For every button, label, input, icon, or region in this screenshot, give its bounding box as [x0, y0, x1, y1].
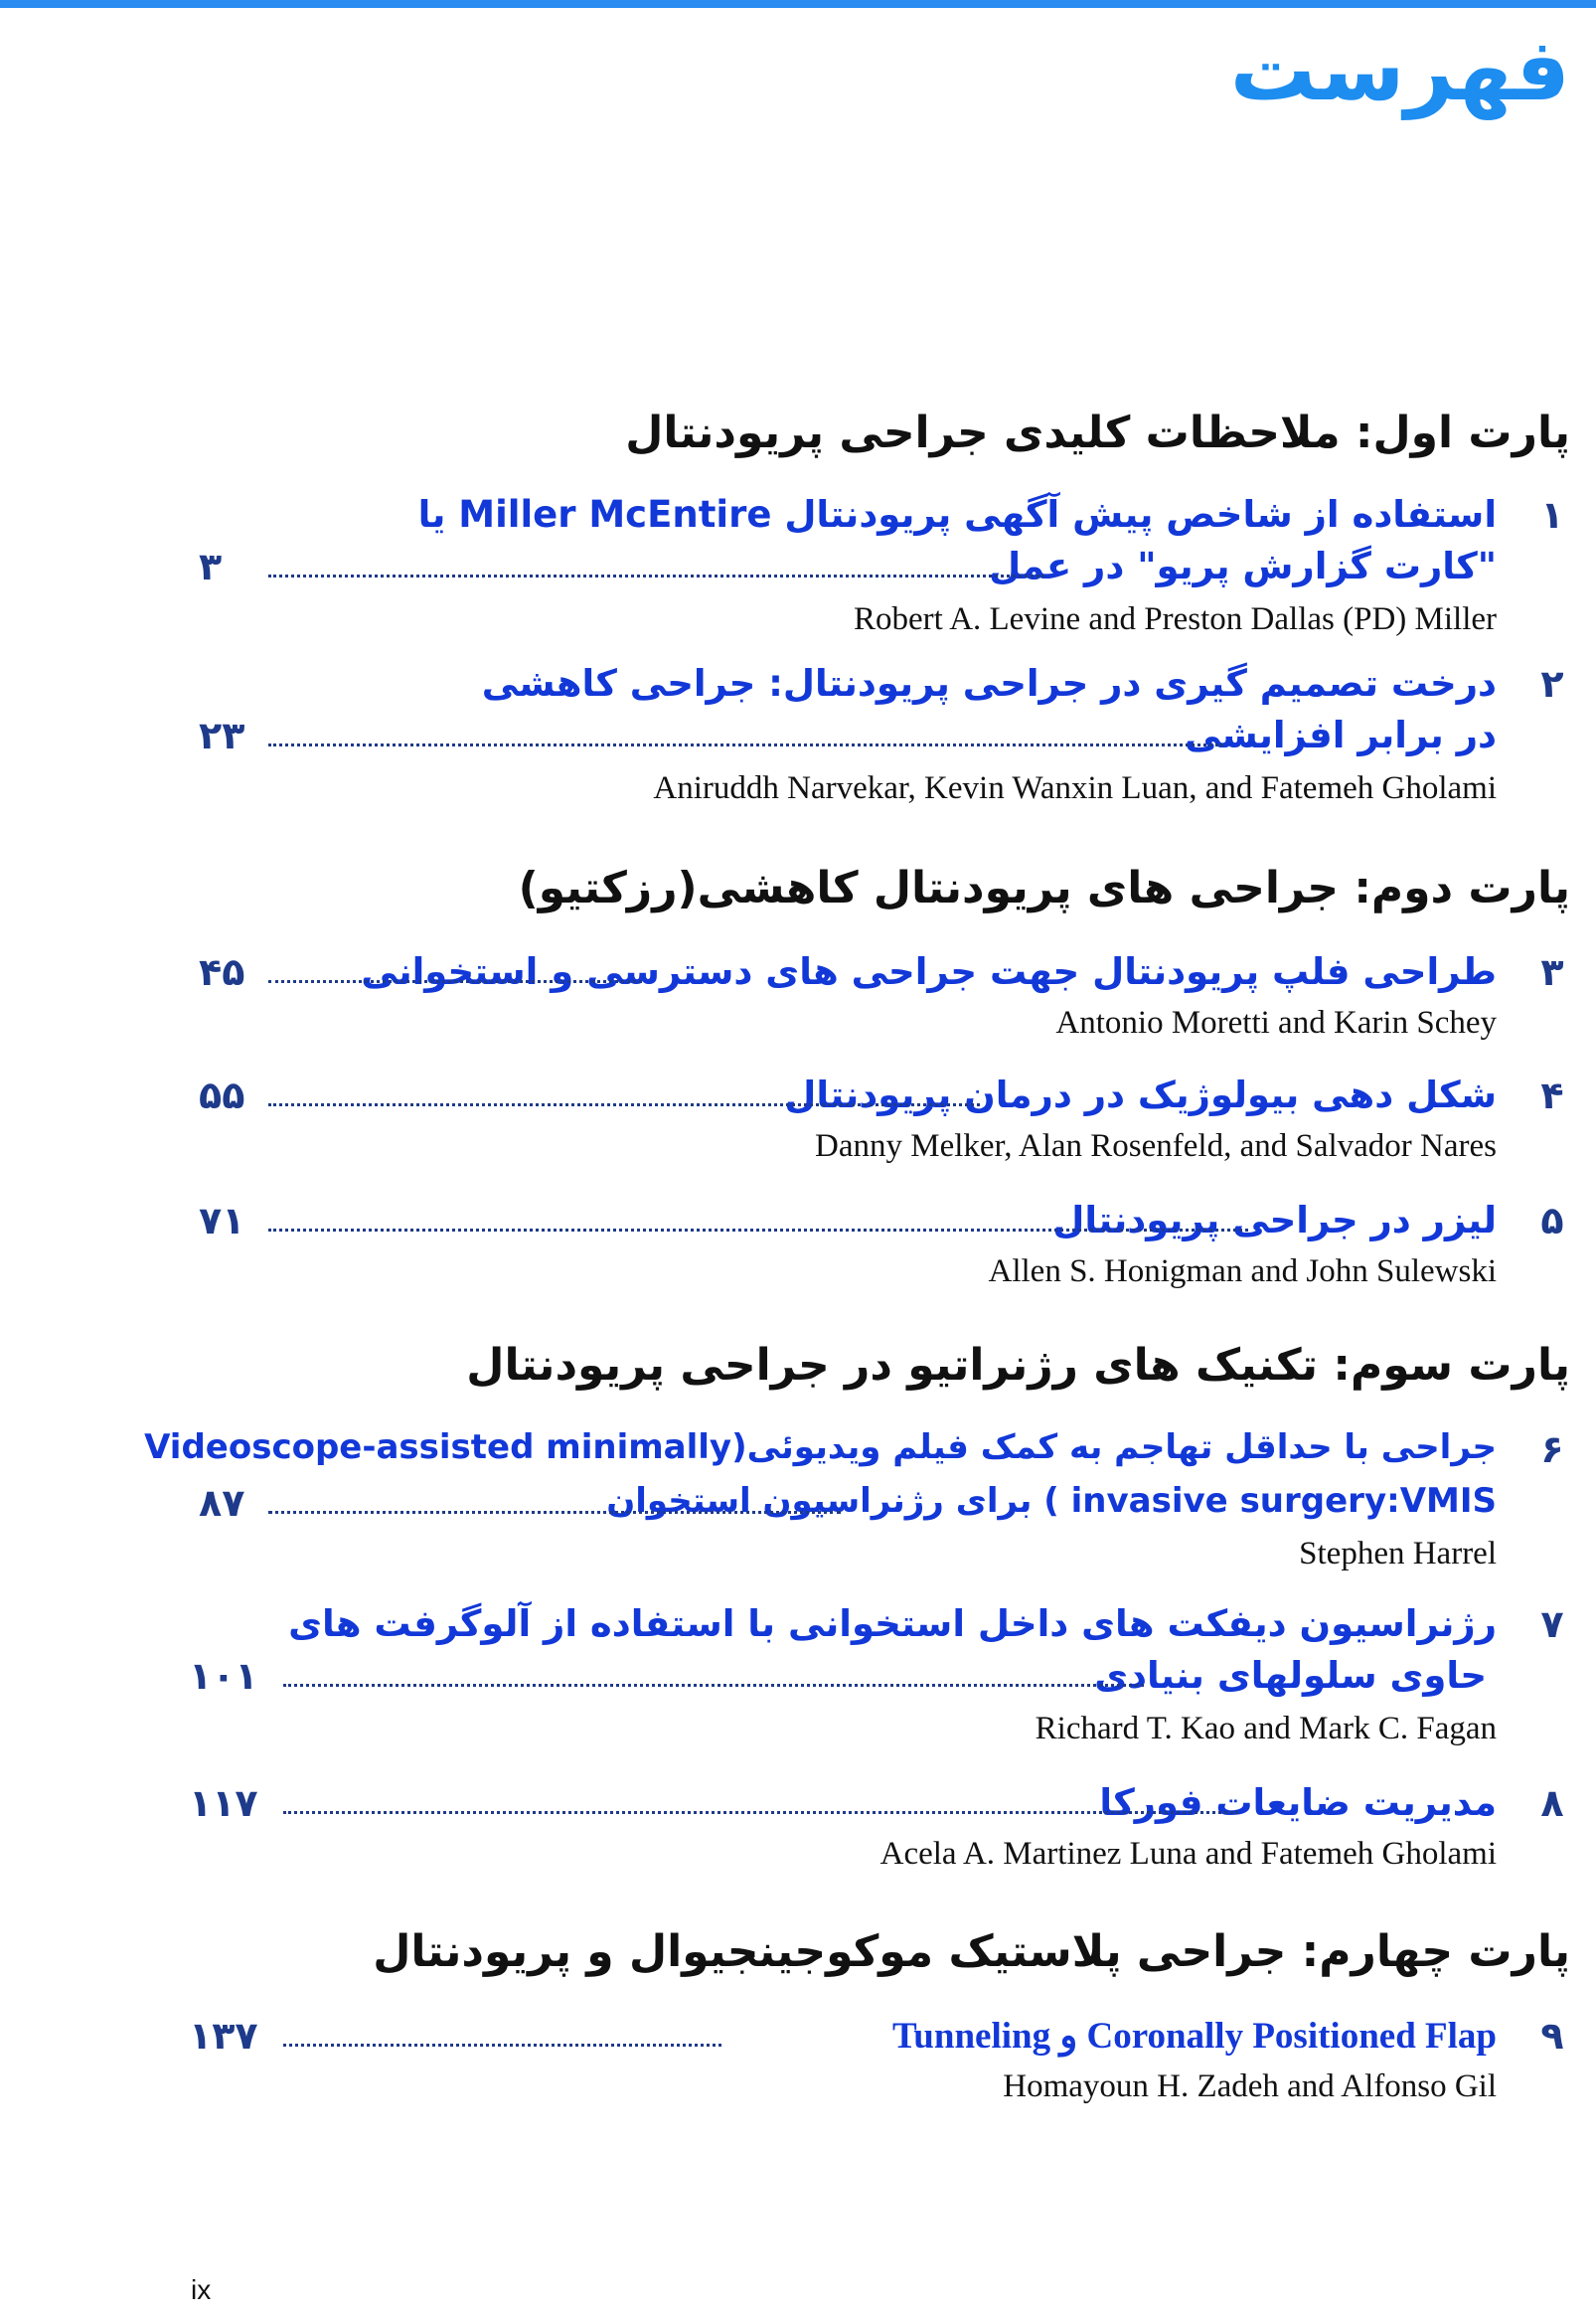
- chapter-title-line-1[interactable]: رژنراسیون دیفکت های داخل استخوانی با استفاده از آلوگرفت های: [288, 1602, 1497, 1645]
- chapter-title-line-2[interactable]: در برابر افزایشی: [1184, 714, 1497, 756]
- leader-dots: [268, 575, 1044, 578]
- chapter-page-number: ۲۳: [199, 714, 245, 757]
- chapter-number: ۶: [1540, 1427, 1564, 1471]
- leader-row: [199, 1481, 841, 1531]
- chapter-title-line-2[interactable]: invasive surgery:VMIS ) برای رژنراسیون استخوان: [606, 1481, 1497, 1521]
- leader-row: [189, 1781, 1238, 1831]
- leader-row: [199, 545, 1044, 594]
- chapter-number: ۷: [1540, 1602, 1564, 1646]
- part-heading-3: پارت سوم: تکنیک های رژنراتیو در جراحی پریودنتال: [466, 1340, 1570, 1391]
- chapter-number: ۹: [1540, 2014, 1564, 2058]
- leader-row: [199, 950, 642, 1000]
- chapter-authors: Antonio Moretti and Karin Schey: [1055, 1005, 1497, 1041]
- chapter-title-line-2[interactable]: "کارت گزارش پریو" در عمل: [989, 545, 1497, 587]
- leader-dots: [268, 744, 1223, 746]
- leader-row: [199, 714, 1223, 763]
- chapter-authors: Acela A. Martinez Luna and Fatemeh Gholami: [879, 1836, 1497, 1872]
- leader-row: [189, 2014, 721, 2064]
- chapter-page-number: ۴۵: [199, 950, 245, 994]
- leader-dots: [268, 1103, 980, 1106]
- chapter-title-line-2[interactable]: حاوی سلولهای بنیادی: [1094, 1654, 1487, 1697]
- chapter-title-line-1[interactable]: مدیریت ضایعات فورکا: [1099, 1781, 1497, 1824]
- chapter-number: ۵: [1540, 1199, 1564, 1242]
- leader-row: [189, 1654, 1144, 1704]
- chapter-title-line-1[interactable]: طراحی فلپ پریودنتال جهت جراحی های دسترسی و استخوانی: [361, 950, 1497, 993]
- leader-dots: [283, 1684, 1144, 1687]
- chapter-authors: Danny Melker, Alan Rosenfeld, and Salvador Nares: [815, 1128, 1497, 1164]
- chapter-authors: Aniruddh Narvekar, Kevin Wanxin Luan, and Fatemeh Gholami: [653, 770, 1497, 806]
- chapter-title-line-1[interactable]: جراحی با حداقل تهاجم به کمک فیلم ویدیوئی(Videoscope-assisted minimally: [144, 1427, 1497, 1467]
- chapter-number: ۴: [1540, 1074, 1564, 1117]
- chapter-page-number: ۱۰۱: [189, 1654, 258, 1698]
- chapter-authors: Stephen Harrel: [1299, 1536, 1497, 1571]
- leader-dots: [268, 1511, 841, 1514]
- chapter-number: ۸: [1540, 1781, 1564, 1825]
- chapter-authors: Robert A. Levine and Preston Dallas (PD) Miller: [853, 601, 1497, 637]
- leader-dots: [268, 980, 642, 983]
- chapter-authors: Homayoun H. Zadeh and Alfonso Gil: [1003, 2068, 1497, 2104]
- chapter-page-number: ۱۱۷: [189, 1781, 258, 1825]
- leader-dots: [268, 1229, 1248, 1232]
- leader-dots: [283, 2044, 721, 2047]
- chapter-title-line-1[interactable]: [892, 2014, 1497, 2059]
- chapter-title-line-1[interactable]: درخت تصمیم گیری در جراحی پریودنتال: جراحی کاهشی: [481, 662, 1497, 705]
- chapter-title-text: Tunneling و Coronally Positioned Flap: [892, 2016, 1497, 2057]
- leader-row: [199, 1199, 1248, 1248]
- chapter-page-number: ۵۵: [199, 1074, 245, 1117]
- chapter-title-line-1[interactable]: لیزر در جراحی پریودنتال: [1052, 1199, 1497, 1241]
- part-heading-4: پارت چهارم: جراحی پلاستیک موکوجینجیوال و پریودنتال: [373, 1926, 1570, 1977]
- chapter-authors: Allen S. Honigman and John Sulewski: [988, 1253, 1497, 1289]
- chapter-number: ۳: [1540, 950, 1564, 994]
- footer-page-number: ix: [191, 2274, 212, 2305]
- chapter-authors: Richard T. Kao and Mark C. Fagan: [1035, 1711, 1497, 1746]
- chapter-page-number: ۷۱: [199, 1199, 245, 1242]
- part-heading-2: پارت دوم: جراحی های پریودنتال کاهشی(رزکتیو): [518, 863, 1570, 913]
- chapter-page-number: ۱۳۷: [189, 2014, 258, 2058]
- leader-row: [199, 1074, 980, 1123]
- part-heading-1: پارت اول: ملاحظات کلیدی جراحی پریودنتال: [625, 408, 1570, 458]
- chapter-title-line-1[interactable]: استفاده از شاخص پیش آگهی پریودنتال Miller McEntire یا: [417, 493, 1497, 536]
- page-title: فهرست: [1229, 21, 1570, 120]
- chapter-page-number: ۳: [199, 545, 223, 588]
- chapter-title-line-1[interactable]: شکل دهی بیولوژیک در درمان پریودنتال: [784, 1074, 1497, 1116]
- chapter-number: ۱: [1540, 493, 1564, 537]
- chapter-page-number: ۸۷: [199, 1481, 245, 1525]
- leader-dots: [283, 1811, 1238, 1814]
- chapter-number: ۲: [1540, 662, 1564, 706]
